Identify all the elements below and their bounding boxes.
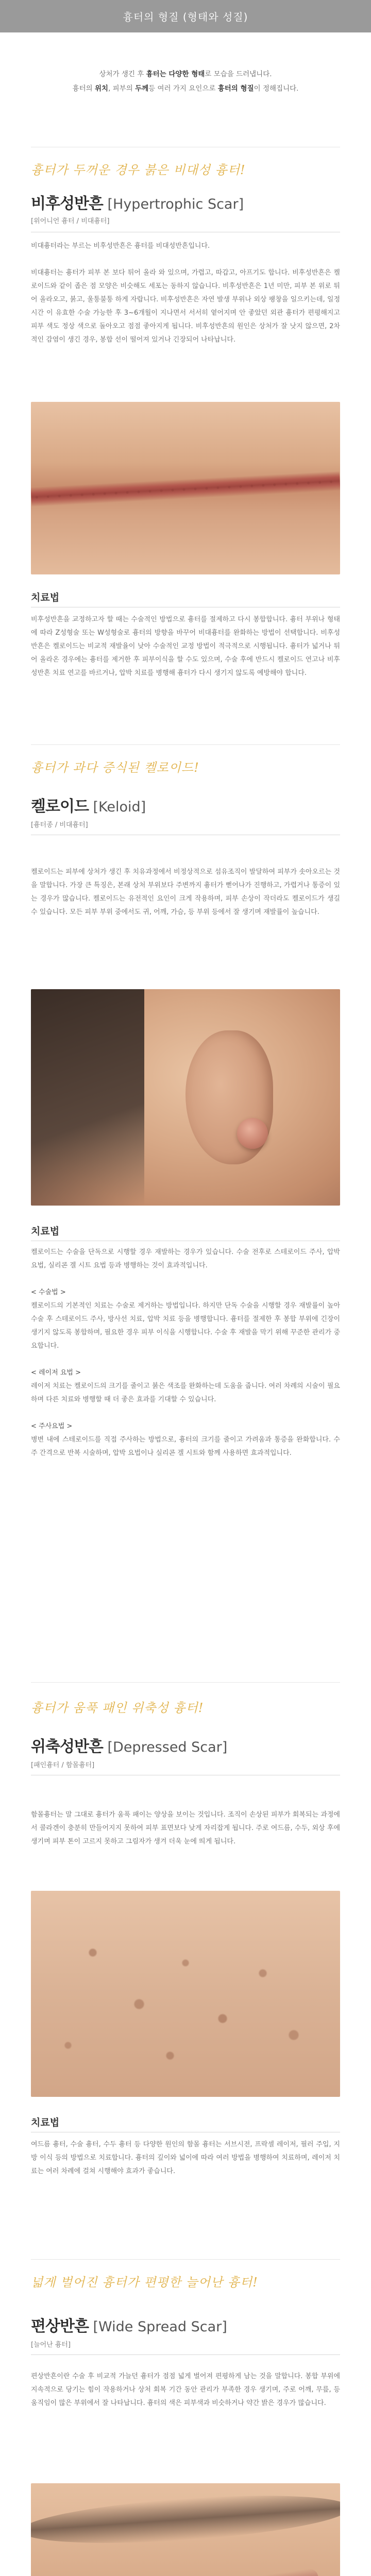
section-script-heading: 흉터가 두꺼운 경우 붉은 비대성 흉터! bbox=[31, 163, 246, 177]
treatment-title: 치료법 bbox=[31, 1226, 60, 1237]
section-title: 편상반흔 [Wide Spread Scar] bbox=[31, 2317, 227, 2335]
section-divider bbox=[31, 1682, 340, 1683]
section-body: 켈로이드는 피부에 상처가 생긴 후 치유과정에서 비정상적으로 섬유조직이 발달하여 피부가 솟아오르는 것을 말합니다. 가장 큰 특징은, 본래 상처 부위보다 주변까지 흉터가 뻗어나가 진행하고, 가렵거나 통증이 있는 경우가 많습니다. 켈로이드는 유전적인 요인이 크게 작용하며, 피부 손상이 작더라도 켈로이드가 생길 수 있습니다. 모든 피부 부위 중에서도 귀, 어깨, 가슴, 등 부위 등에서 잘 생기며 재발률이 높습니다. bbox=[31, 868, 340, 916]
section-subtitle: [위어니언 흉터 / 비대흉터] bbox=[31, 217, 110, 225]
section-subtitle: [늘어난 흉터] bbox=[31, 2341, 71, 2349]
intro-line-2: 흉터의 위치, 피부의 두께등 여러 가지 요인으로 흉터의 형질이 정해집니다. bbox=[72, 84, 299, 93]
section-body: 비대흉터라는 부르는 비후성반흔은 흉터를 비대성반흔입니다. 비대흉터는 흉터가 피부 본 보다 튀어 올라 와 있으며, 가렵고, 따갑고, 아프기도 합니다. 비후성반흔은 켈로이드와 같이 좁은 점 모양은 비슷해도 세포는 동하지 않습니다. 비후성반흔은 1년 미만, 피부 본 위로 튀어 올라오고, 붉고, 울퉁불퉁 하게 자랍니다. 비후성반흔은 자연 발생 부위나 외상 팽창을 일으키는데, 일정 시간 이 유효한 수술 가능한 후 3~6개월이 지나면서 서서히 옅어지며 안 좋았던 외관 흉터가 편평해지고 피부 색도 정상 색으로 돌아오고 점점 좋아지게 됩니다. 비후성반흔의 원인은 상처가 잘 낫지 않으면, 2차적인 감염이 생긴 경우, 봉합 선이 떨어져 있거나 긴장되어 나타납니다. bbox=[31, 242, 340, 344]
section-title: 켈로이드 [Keloid] bbox=[31, 798, 146, 816]
section-title: 비후성반흔 [Hypertrophic Scar] bbox=[31, 195, 244, 213]
section-subtitle: [패인흉터 / 함몰흉터] bbox=[31, 1761, 95, 1769]
section-script-heading: 흉터가 과다 증식된 켈로이드! bbox=[31, 760, 199, 775]
scar-pits bbox=[31, 1891, 340, 2097]
widespread-scar-photo bbox=[31, 2483, 340, 2576]
treatment-body: 켈로이드는 수술을 단독으로 시행할 경우 재발하는 경우가 있습니다. 수술 전후로 스테로이드 주사, 압박 요법, 실리콘 겔 시트 요법 등과 병행하는 것이 효과적입니다. < 수술법 > 켈로이드의 기본적인 치료는 수술로 제거하는 방법입니다. 하지만 단독 수술을 시행할 경우 재발률이 높아 수술 후 스테로이드 주사, 방사선 치료, 압박 치료 등을 병행합니다. 흉터를 절제한 후 봉합 부위에 긴장이 생기지 않도록 봉합하며, 필요한 경우 피부 이식을 시행합니다. 수술 후 재발을 막기 위해 꾸준한 관리가 중요합니다. < 레이저 요법 > 레이저 치료는 켈로이드의 크기를 줄이고 붉은 색조를 완화하는데 도움을 줍니다. 여러 차례의 시술이 필요하며 다른 치료와 병행할 때 더 좋은 효과를 기대할 수 있습니다. < 주사요법 > 병변 내에 스테로이드를 직접 주사하는 방법으로, 흉터의 크기를 줄이고 가려움과 통증을 완화합니다. 수 주 간격으로 반복 시술하며, 압박 요법이나 실리콘 겔 시트와 함께 사용하면 효과적입니다. bbox=[31, 1248, 340, 1457]
treatment-title: 치료법 bbox=[31, 2117, 60, 2128]
hair-region bbox=[31, 989, 144, 1206]
section-script-heading: 넓게 벌어진 흉터가 편평한 늘어난 흉터! bbox=[31, 2275, 258, 2290]
treatment-item-heading: < 레이저 요법 > bbox=[31, 1369, 81, 1377]
keloid-mass bbox=[237, 1118, 268, 1149]
intro-text bbox=[0, 67, 371, 96]
treatment-title: 치료법 bbox=[31, 592, 60, 603]
section-divider bbox=[31, 744, 340, 745]
section-rule bbox=[31, 2354, 340, 2355]
page-header bbox=[0, 0, 371, 32]
section-body: 편상반흔이란 수술 후 비교적 가늘던 흉터가 점점 넓게 벌어져 편평하게 남는 것을 말합니다. 봉합 부위에 지속적으로 당기는 힘이 작용하거나 상처 회복 기간 동안 관리가 부족한 경우 생기며, 주로 어깨, 무릎, 등 움직임이 많은 부위에서 잘 나타납니다. 흉터의 색은 피부색과 비슷하거나 약간 밝은 경우가 많습니다. bbox=[31, 2372, 340, 2407]
hypertrophic-scar-photo bbox=[31, 402, 340, 574]
suture-marks bbox=[31, 466, 340, 513]
treatment-body: 여드름 흉터, 수술 흉터, 수두 흉터 등 다양한 원인의 함몰 흉터는 서브시전, 프락셀 레이저, 필러 주입, 지방 이식 등의 방법으로 치료합니다. 흉터의 깊이와 넓이에 따라 여러 방법을 병행하여 치료하며, 레이저 치료는 여러 차례에 걸쳐 시행해야 효과가 좋습니다. bbox=[31, 2141, 340, 2175]
treatment-body: 비후성반흔을 교정하고자 할 때는 수술적인 방법으로 흉터를 절제하고 다시 봉합합니다. 흉터 부위나 형태에 따라 Z성형술 또는 W성형술로 흉터의 방향을 바꾸어 비대흉터를 완화하는 방법이 선택합니다. 비후성반흔은 켈로이드는 비교적 재발율이 낮아 수술적인 교정 방법이 적극적으로 시행됩니다. 흉터가 넓거나 튀어 올라온 경우에는 흉터를 제거한 후 피부이식을 할 수도 있으며, 수술 후에 반드시 켈로이드 연고나 비후성반흔 치료 연고를 바르거나, 압박 치료를 병행해 흉터가 다시 생기지 않도록 예방해야 합니다. bbox=[31, 616, 340, 677]
scar-line bbox=[52, 2568, 319, 2576]
section-subtitle: [흉터종 / 비대흉터] bbox=[31, 821, 88, 829]
keloid-ear-photo bbox=[31, 989, 340, 1206]
section-script-heading: 흉터가 움푹 패인 위축성 흉터! bbox=[31, 1701, 204, 1715]
section-body: 함몰흉터는 말 그대로 흉터가 움푹 패이는 양상을 보이는 것입니다. 조직이 손상된 피부가 회복되는 과정에서 콜라겐이 충분히 만들어지지 못하여 피부 표면보다 낮게 자리잡게 됩니다. 주로 여드름, 수두, 외상 후에 생기며 피부 톤이 고르지 못하고 그림자가 생겨 더욱 눈에 띄게 됩니다. bbox=[31, 1811, 340, 1845]
section-title: 위축성반흔 [Depressed Scar] bbox=[31, 1738, 228, 1756]
depressed-scar-photo bbox=[31, 1891, 340, 2097]
eyebrow-region bbox=[31, 2487, 340, 2551]
section-divider bbox=[31, 2259, 340, 2260]
intro-line-1: 상처가 생긴 후 흉터는 다양한 형태로 모습을 드러냅니다. bbox=[99, 70, 272, 78]
header-title: 흉터의 형질 (형태와 성질) bbox=[123, 11, 248, 23]
treatment-item-heading: < 주사요법 > bbox=[31, 1422, 73, 1430]
treatment-item-heading: < 수술법 > bbox=[31, 1289, 66, 1296]
